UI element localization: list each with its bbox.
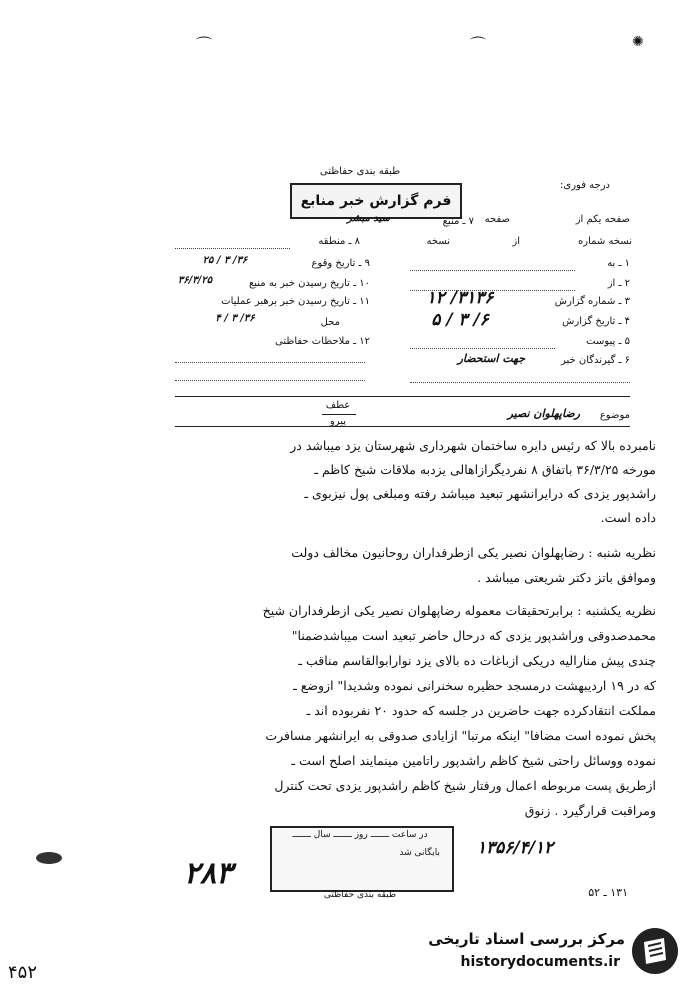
atf-label: عطف [325,400,351,411]
source-value: سید مبشر [347,213,390,224]
body-line: نظریه شنبه : رضاپهلوان نصیر یکی ازطرفداران روحانیون مخالف دولت [291,545,656,560]
remarks-dots-1 [175,362,365,363]
source-label: ۷ ـ منبع [442,216,474,227]
body-line: نامبرده بالا که رئیس دایره ساختمان شهرداری شهرستان یزد میباشد در [290,438,656,453]
remarks-label: ۱۲ ـ ملاحظات حفاظتی [275,336,370,347]
page-number: ۴۵۲ [8,962,38,983]
attachment-dots [410,348,555,349]
report-date-label: ۴ ـ تاریخ گزارش [562,316,630,327]
body-line: راشدپور یزدی که درایرانشهر تبعید میباشد رفته ومبلغی پول نیزبوی ـ [304,486,656,501]
body-line: نظریه یکشنبه : برابرتحقیقات معموله رضاپهلوان نصیر یکی ازطرفداران شیخ [262,603,656,618]
copy-label: نسخه شماره [578,236,632,247]
to-dots [410,270,575,271]
body-line: نموده ووسائل راحتی شیخ کاظم راشدپور راتامین مینمایند اصلح است ـ [291,753,656,768]
page-unit: صفحه [484,214,510,225]
from-label: ۲ ـ از [607,278,630,289]
archive-stamp-line2: بایگانی شد [399,848,440,858]
corner-mark-right: ⌒ [470,35,487,54]
event-date-value: ۳۶/ ۳ / ۲۵ [202,255,248,266]
body-line: داده است. [600,510,656,525]
classification-top: طبقه بندی حفاظتی [319,166,401,177]
body-line: محمدصدوقی وراشدپور یزدی که درحال حاضر تبعید است میباشدضمنا" [291,628,656,643]
degree-label: درجه فوری: [560,180,610,191]
corner-mark-left: ⌒ [196,35,213,54]
body-line: ازطریق پست مربوطه اعمال ورفتار شیخ کاظم راشدپور یزدی تحت کنترل [274,778,656,793]
handwritten-number: ۲۸۳ [183,856,233,891]
subject-divider [175,426,630,427]
body-line: پخش نموده است مضافا" اینکه مرتبا" ازایادی صدوقی به ایرانشهر مسافرت [265,728,656,743]
body-line: مملکت انتقادکرده جهت حاضرین در جلسه که حدود ۲۰ نفربوده اند ـ [306,703,656,718]
subject-label: موضوع [599,410,630,421]
body-line: چندی پیش منارالیه دریکی ازباغات ده بالای یزد نوارابوالقاسم مناقب ـ [298,653,656,668]
remarks-dots-2 [175,380,365,381]
subject-value: رضاپهلوان نصیر [507,407,580,420]
report-date-value: ۶/ ۳ / ۵ [431,310,489,330]
watermark-url: historydocuments.ir [460,954,620,970]
body-line: که در ۱۹ اردیبهشت درمسجد حظیره سخنرانی نموده وشدیدا" ازوضع ـ [293,678,656,693]
attachment-label: ۵ ـ پیوست [586,336,630,347]
report-no-value: ۳۱۳۶/ ۱۲ [426,288,494,308]
watermark-logo-icon [630,926,680,976]
body-line: ومراقبت قرارگیرد . زنوق [524,803,656,818]
header-divider [175,396,630,397]
form-code: ۱۳۱ ـ ۵۲ [588,886,628,899]
recipients-dots [410,382,630,383]
recipients-label: ۶ ـ گیرندگان خبر [560,355,630,366]
event-date-label: ۹ ـ تاریخ وقوع [311,258,370,269]
body-line: مورخه ۳۶/۳/۲۵ باتفاق ۸ نفردیگرازاهالی یزدبه ملاقات شیخ کاظم ـ [314,462,656,477]
ink-blot [36,852,62,864]
to-label: ۱ ـ به [607,258,630,269]
punch-mark: ✺ [632,34,644,50]
page-label: صفحه یکم از [575,214,630,225]
body-line: وموافق باتز دکتر شریعتی میباشد . [477,570,656,585]
report-no-label: ۳ ـ شماره گزارش [554,296,630,307]
place-label: محل [320,317,340,328]
archive-date: ۱۳۵۶/۴/۱۲ [476,838,554,858]
pirow-label: پیرو [329,416,347,427]
area-dots [175,248,290,249]
watermark-title: مرکز بررسی اسناد تاریخی [428,930,625,948]
area-label: ۸ ـ منطقه [318,236,360,247]
archive-stamp-line3: طبقه بندی حفاظتی [323,890,397,900]
archive-stamp-line1: در ساعت ـــــــ روز ـــــــ سال ـــــــ [292,830,428,840]
atf-divider [322,414,356,415]
recipients-value: جهت استحضار [457,352,525,365]
ops-date-label: ۱۱ ـ تاریخ رسیدن خبر برهبر عملیات [221,296,370,307]
copy-of: از [512,236,520,247]
receipt-date-value: ۳۶/۳/۲۵ [177,275,213,286]
copy-unit: نسخه [426,236,450,247]
title-stamp: فرم گزارش خبر منابع [290,183,462,219]
ops-date-value: ۳۶/ ۳ / ۴ [215,313,255,324]
receipt-date-label: ۱۰ ـ تاریخ رسیدن خبر به منبع [248,278,370,289]
